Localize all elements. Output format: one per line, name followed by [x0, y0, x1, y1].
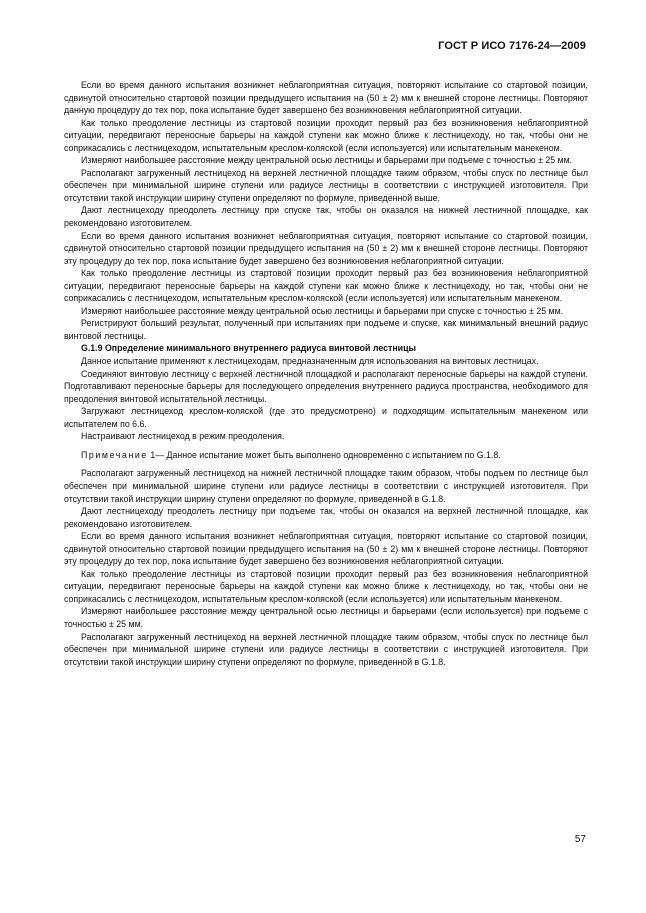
note-text: 1— Данное испытание может быть выполнено одновременно с испытанием по G.1.8. — [147, 449, 501, 460]
paragraph: Если во время данного испытания возникнет неблагоприятная ситуация, повторяют испытание со стартовой позиции, сдвинутой относительно стартовой позиции предыдущего испытания на (50 ± 2) мм к внешней стороне лестницы. Повторяют данную процедуру до тех пор, пока испытание будет завершено без возникновения неблагоприятной ситуации. — [64, 80, 588, 116]
paragraph: Соединяют винтовую лестницу с верхней лестничной площадкой и располагают переносные барьеры на каждой ступени. Подготавливают переносные барьеры для последующего определения внутреннего радиуса пространства, необходимого для преодоления винтовой испытательной лестницы. — [64, 368, 588, 404]
paragraph: Если во время данного испытания возникнет неблагоприятная ситуация, повторяют испытание со стартовой позиции, сдвинутой относительно стартовой позиции предыдущего испытания на (50 ± 2) мм к внешней стороне лестницы. Повторяют эту процедуру до тех пор, пока испытание будет завершено без возникновения неблагоприятной ситуации. — [64, 531, 588, 567]
page-number: 57 — [574, 834, 586, 845]
document-body — [64, 79, 588, 668]
paragraph: Измеряют наибольшее расстояние между центральной осью лестницы и барьерами при спуске с точностью ± 25 мм. — [81, 305, 564, 316]
paragraph: Как только преодоление лестницы из стартовой позиции проходит первый раз без возникновения неблагоприятной ситуации, передвигают переносные барьеры на каждой ступени как можно ближе к лестницеходу, но так, чтобы они не соприкасались с лестницеходом, испытательным креслом-коляской (если используется) или испытательным манекеном. — [64, 117, 588, 153]
paragraph: Если во время данного испытания возникнет неблагоприятная ситуация, повторяют испытание со стартовой позиции, сдвинутой относительно стартовой позиции предыдущего испытания на (50 ± 2) мм к внешней стороне лестницы. Повторяют эту процедуру до тех пор, пока испытание будет завершено без возникновения неблагоприятной ситуации. — [64, 230, 588, 266]
paragraph: Настраивают лестницеход в режим преодоления. — [81, 431, 285, 442]
paragraph: Загружают лестницеход креслом-коляской (где это предусмотрено) и подходящим испытательным манекеном или испытателем по 6.6. — [64, 406, 588, 429]
paragraph: Располагают загруженный лестницеход на нижней лестничной площадке таким образом, чтобы подъем по лестнице был обеспечен при минимальной ширине ступени или радиусе лестницы в соответствии с инструкцией изготовителя. При отсутствии такой инструкции ширину ступени определяют по формуле, приведенной в G.1.8. — [64, 468, 588, 504]
paragraph: Дают лестницеходу преодолеть лестницу при подъеме так, чтобы он оказался на верхней лестничной площадке, как рекомендовано изготовителем. — [64, 506, 588, 529]
paragraph: Данное испытание применяют к лестницеходам, предназначенным для использования на винтовых лестницах. — [81, 356, 539, 367]
paragraph: Регистрируют больший результат, полученный при испытаниях при подъеме и спуске, как минимальный внешний радиус винтовой лестницы. — [64, 318, 588, 341]
section-heading: G.1.9 Определение минимального внутреннего радиуса винтовой лестницы — [81, 343, 416, 354]
paragraph: Как только преодоление лестницы из стартовой позиции проходит первый раз без возникновения неблагоприятной ситуации, передвигают переносные барьеры на каждой ступени как можно ближе к лестницеходу, но так, чтобы они не соприкасались с лестницеходом, испытательным креслом-коляской (если используется) или испытательным манекеном. — [64, 268, 588, 304]
paragraph: Дают лестницеходу преодолеть лестницу при спуске так, чтобы он оказался на нижней лестничной площадке, как рекомендовано изготовителем. — [64, 205, 588, 229]
paragraph: Измеряют наибольшее расстояние между центральной осью лестницы и барьерами при подъеме с точностью ± 25 мм. — [81, 155, 573, 166]
note — [64, 449, 588, 462]
standard-header: ГОСТ Р ИСО 7176-24—2009 — [438, 40, 586, 52]
paragraph: Измеряют наибольшее расстояние между центральной осью лестницы и барьерами (если используется) при подъеме с точностью ± 25 мм. — [64, 606, 588, 629]
paragraph: Располагают загруженный лестницеход на верхней лестничной площадке таким образом, чтобы спуск по лестнице был обеспечен при минимальной ширине ступени или радиусе лестницы в соответствии с инструкцией изготовителя. При отсутствии такой инструкции ширину ступени определяют по формуле, приведенной в G.1.8. — [64, 631, 588, 667]
paragraph: Как только преодоление лестницы из стартовой позиции проходит первый раз без возникновения неблагоприятной ситуации, передвигают переносные барьеры на каждой ступени как можно ближе к лестницеходу, но так, чтобы они не соприкасались с лестницеходом, испытательным креслом-коляской (если используется) или испытательным манекеном. — [64, 568, 588, 604]
paragraph: Располагают загруженный лестницеход на верхней лестничной площадке таким образом, чтобы спуск по лестнице был обеспечен при минимальной ширине ступени или радиусе лестницы в соответствии с инструкцией изготовителя. При отсутствии такой инструкции ширину ступени определяют по формуле, приведенной выше. — [64, 167, 588, 203]
note-label: Примечание — [81, 449, 148, 460]
